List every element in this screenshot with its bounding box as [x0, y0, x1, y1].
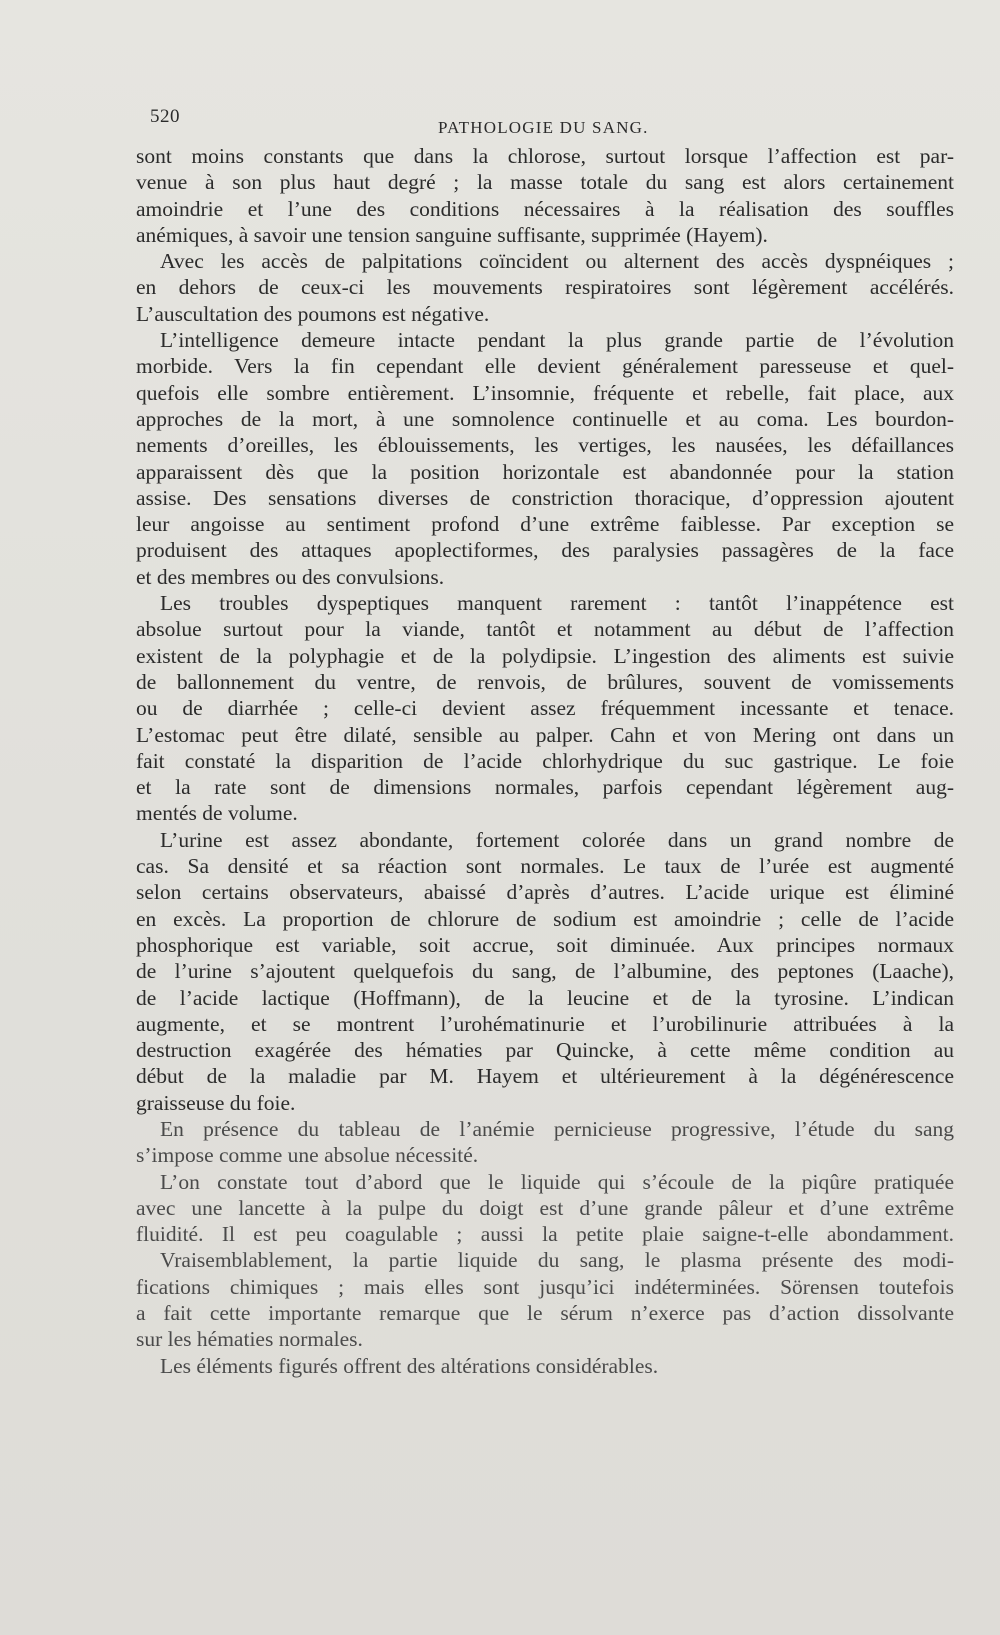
text-line: phosphorique est variable, soit accrue, soit diminuée. Aux principes normaux — [136, 932, 954, 957]
text-line: fications chimiques ; mais elles sont jusqu’ici indéterminées. Sörensen toutefois — [136, 1274, 954, 1299]
text-line: Les éléments figurés offrent des altérations considérables. — [160, 1353, 659, 1378]
text-line: cas. Sa densité et sa réaction sont normales. Le taux de l’urée est augmenté — [136, 854, 954, 879]
text-line: Vraisemblablement, la partie liquide du sang, le plasma présente des modi- — [160, 1248, 954, 1273]
text-line: morbide. Vers la fin cependant elle devient généralement paresseuse et quel- — [136, 354, 954, 379]
text-line: existent de la polyphagie et de la polydipsie. L’ingestion des aliments est suivie — [136, 643, 954, 668]
text-line: assise. Des sensations diverses de constriction thoracique, d’oppression ajoutent — [136, 485, 954, 510]
text-line: sont moins constants que dans la chlorose, surtout lorsque l’affection est par- — [136, 144, 954, 168]
text-line: L’auscultation des poumons est négative. — [136, 301, 490, 326]
text-line: Les troubles dyspeptiques manquent rarement : tantôt l’inappétence est — [160, 591, 954, 616]
text-line: quefois elle sombre entièrement. L’insomnie, fréquente et rebelle, fait place, aux — [136, 380, 954, 405]
running-head: PATHOLOGIE DU SANG. — [438, 118, 649, 137]
text-line: nements d’oreilles, les éblouissements, les vertiges, les nausées, les défaillances — [136, 433, 954, 458]
text-line: L’on constate tout d’abord que le liquide qui s’écoule de la piqûre pratiquée — [160, 1169, 954, 1194]
text-line: selon certains observateurs, abaissé d’après d’autres. L’acide urique est éliminé — [136, 880, 954, 905]
text-line: début de la maladie par M. Hayem et ultérieurement à la dégénérescence — [136, 1064, 954, 1089]
text-line: a fait cette importante remarque que le sérum n’exerce pas d’action dissolvante — [136, 1301, 954, 1326]
text-line: sur les hématies normales. — [136, 1327, 363, 1352]
text-line: fait constaté la disparition de l’acide chlorhydrique du suc gastrique. Le foie — [136, 748, 954, 773]
text-line: L’intelligence demeure intacte pendant la plus grande partie de l’évolution — [160, 328, 954, 353]
body-text — [136, 143, 954, 1379]
text-line: destruction exagérée des hématies par Quincke, à cette même condition au — [136, 1038, 954, 1063]
text-line: graisseuse du foie. — [136, 1090, 296, 1115]
text-line: ou de diarrhée ; celle-ci devient assez fréquemment incessante et tenace. — [136, 696, 954, 721]
text-line: amoindrie et l’une des conditions nécessaires à la réalisation des souffles — [136, 196, 954, 221]
text-line: et des membres ou des convulsions. — [136, 564, 445, 589]
page-number: 520 — [150, 106, 180, 127]
text-line: en excès. La proportion de chlorure de sodium est amoindrie ; celle de l’acide — [136, 906, 954, 931]
text-line: de l’acide lactique (Hoffmann), de la leucine et de la tyrosine. L’indican — [136, 985, 954, 1010]
text-line: En présence du tableau de l’anémie pernicieuse progressive, l’étude du sang — [160, 1116, 954, 1141]
text-line: en dehors de ceux-ci les mouvements respiratoires sont légèrement accélérés. — [136, 275, 954, 300]
text-line: L’urine est assez abondante, fortement colorée dans un grand nombre de — [160, 827, 954, 852]
text-line: apparaissent dès que la position horizontale est abandonnée pour la station — [136, 459, 954, 484]
text-line: Avec les accès de palpitations coïncident ou alternent des accès dyspnéiques ; — [160, 249, 954, 274]
text-line: L’estomac peut être dilaté, sensible au palper. Cahn et von Mering ont dans un — [136, 722, 954, 747]
text-line: fluidité. Il est peu coagulable ; aussi la petite plaie saigne-t-elle abondamment. — [136, 1222, 954, 1247]
text-line: anémiques, à savoir une tension sanguine suffisante, supprimée (Hayem). — [136, 222, 768, 247]
text-line: approches de la mort, à une somnolence continuelle et au coma. Les bourdon- — [136, 406, 954, 431]
text-line: s’impose comme une absolue nécessité. — [136, 1143, 479, 1168]
text-line: avec une lancette à la pulpe du doigt est d’une grande pâleur et d’une extrême — [136, 1195, 954, 1220]
text-line: mentés de volume. — [136, 801, 298, 826]
text-line: augmente, et se montrent l’urohématinurie et l’urobilinurie attribuées à la — [136, 1011, 954, 1036]
text-line: venue à son plus haut degré ; la masse totale du sang est alors certainement — [136, 170, 954, 195]
text-line: leur angoisse au sentiment profond d’une extrême faiblesse. Par exception se — [136, 512, 954, 537]
text-line: de ballonnement du ventre, de renvois, de brûlures, souvent de vomissements — [136, 669, 954, 694]
page-header — [150, 106, 950, 136]
text-line: et la rate sont de dimensions normales, parfois cependant légèrement aug- — [136, 775, 954, 800]
text-line: produisent des attaques apoplectiformes, des paralysies passagères de la face — [136, 538, 954, 563]
text-line: de l’urine s’ajoutent quelquefois du sang, de l’albumine, des peptones (Laache), — [136, 959, 954, 984]
text-line: absolue surtout pour la viande, tantôt et notamment au début de l’affection — [136, 617, 954, 642]
